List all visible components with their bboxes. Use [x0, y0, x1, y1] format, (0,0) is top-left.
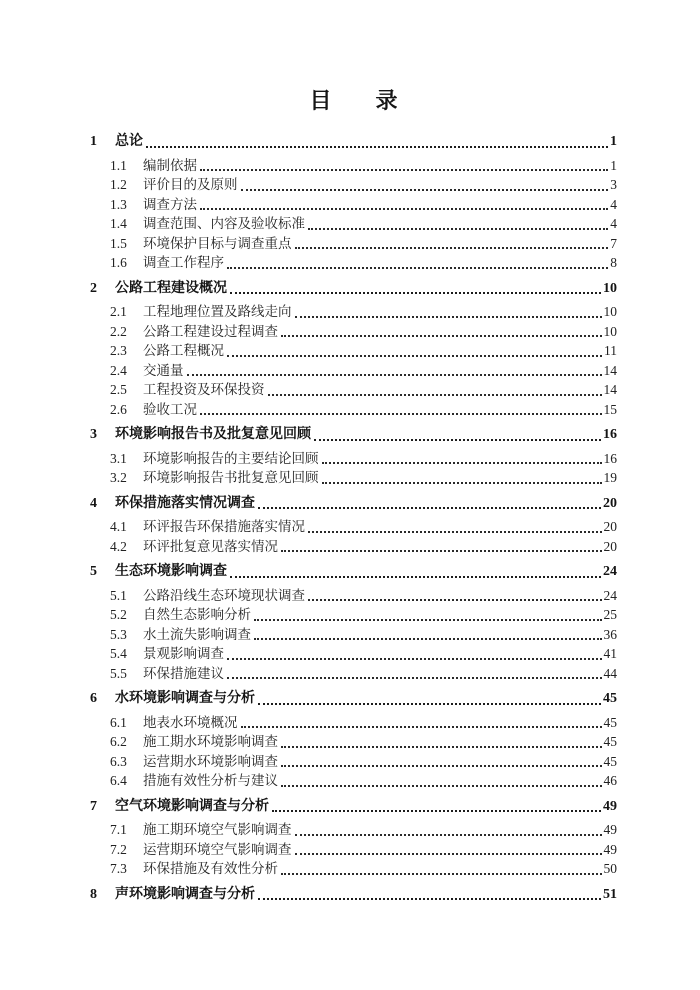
toc-entry	[90, 494, 617, 514]
toc-entry-page: 14	[603, 382, 617, 397]
toc-entry-title: 自然生态影响分析	[143, 607, 251, 622]
toc-entry-number: 1.6	[110, 255, 127, 270]
toc-dot-leader	[322, 482, 602, 484]
toc-dot-leader	[281, 785, 602, 787]
toc-dot-leader	[187, 374, 602, 376]
toc-dot-leader	[200, 208, 608, 210]
toc-dot-leader	[295, 247, 609, 249]
toc-entry	[90, 517, 617, 537]
toc-entry-page: 4	[610, 216, 617, 231]
toc-entry-page: 3	[610, 177, 617, 192]
toc-entry-page: 14	[603, 362, 617, 378]
toc-entry	[90, 195, 617, 215]
toc-entry-page: 11	[604, 343, 617, 358]
toc-dot-leader	[322, 462, 602, 464]
toc-entry-page: 1	[610, 134, 617, 149]
toc-entry-number: 4.1	[110, 519, 127, 534]
toc-entry-page: 45	[603, 734, 617, 749]
toc-entry-number: 5.5	[110, 665, 127, 681]
toc-entry	[90, 820, 617, 840]
toc-entry	[90, 425, 617, 445]
toc-dot-leader	[272, 810, 601, 812]
toc-entry	[90, 605, 617, 625]
toc-title: 目 录	[309, 88, 398, 113]
toc-entry-title: 运营期水环境影响调查	[143, 753, 278, 769]
toc-dot-leader	[281, 746, 602, 748]
toc-entry	[90, 644, 617, 664]
toc-entry-title: 工程地理位置及路线走向	[143, 304, 292, 319]
toc-dot-leader	[258, 703, 601, 705]
toc-entry	[90, 840, 617, 860]
toc-dot-leader	[281, 335, 602, 337]
toc-entry	[90, 625, 617, 645]
toc-entry-page: 46	[603, 773, 617, 788]
toc-entry-number: 7.2	[110, 841, 127, 857]
toc-entry-number: 6.3	[110, 753, 127, 769]
toc-entry	[90, 797, 617, 817]
toc-entry-page: 10	[603, 280, 617, 296]
toc-entry	[90, 175, 617, 195]
toc-entry-number: 1.2	[110, 177, 127, 192]
toc-entry-number: 3	[90, 427, 97, 442]
toc-entry-number: 2.2	[110, 323, 127, 339]
toc-entry-title: 空气环境影响调查与分析	[115, 798, 269, 814]
toc-entry-title: 景观影响调查	[143, 646, 224, 661]
toc-entry-title: 公路沿线生态环境现状调查	[143, 587, 305, 603]
toc-entry-title: 公路工程建设概况	[115, 280, 227, 296]
toc-entry-number: 2.4	[110, 362, 127, 378]
toc-entry	[90, 214, 617, 234]
toc-entry-title: 地表水环境概况	[143, 714, 238, 730]
toc-entry-number: 1	[90, 134, 97, 149]
toc-entry	[90, 156, 617, 176]
toc-entry	[90, 689, 617, 709]
toc-entry	[90, 449, 617, 469]
toc-entry-page: 51	[603, 886, 617, 902]
toc-entry-title: 环评批复意见落实情况	[143, 538, 278, 554]
toc-entry-number: 2	[90, 280, 97, 296]
toc-dot-leader	[227, 658, 602, 660]
toc-entry	[90, 322, 617, 342]
toc-entry-number: 3.2	[110, 470, 127, 485]
toc-dot-leader	[268, 394, 602, 396]
toc-entry	[90, 537, 617, 557]
toc-entry	[90, 380, 617, 400]
toc-entry-number: 5.1	[110, 587, 127, 603]
toc-list	[90, 132, 617, 904]
toc-entry	[90, 361, 617, 381]
toc-entry-page: 41	[603, 646, 617, 661]
toc-entry-page: 49	[603, 822, 617, 837]
toc-entry-number: 8	[90, 886, 97, 902]
toc-entry-number: 7	[90, 798, 97, 814]
toc-dot-leader	[308, 599, 602, 601]
toc-entry	[90, 771, 617, 791]
toc-entry	[90, 664, 617, 684]
toc-entry-number: 5	[90, 564, 97, 579]
toc-entry-number: 5.4	[110, 646, 127, 661]
toc-entry-number: 2.1	[110, 304, 127, 319]
toc-entry-title: 施工期环境空气影响调查	[143, 822, 292, 837]
toc-entry-title: 措施有效性分析与建议	[143, 773, 278, 788]
toc-entry	[90, 400, 617, 420]
toc-entry-number: 5.2	[110, 607, 127, 622]
toc-entry-number: 2.3	[110, 343, 127, 358]
toc-dot-leader	[258, 898, 601, 900]
toc-entry-page: 15	[603, 401, 617, 417]
toc-entry-page: 10	[603, 304, 617, 319]
toc-dot-leader	[281, 550, 602, 552]
toc-entry-number: 6.2	[110, 734, 127, 749]
toc-entry-number: 4	[90, 495, 97, 511]
toc-dot-leader	[200, 169, 608, 171]
toc-entry-title: 总论	[115, 134, 143, 149]
toc-entry-title: 水土流失影响调查	[143, 626, 251, 642]
toc-entry-title: 环保措施建议	[143, 665, 224, 681]
toc-entry-page: 8	[610, 255, 617, 270]
toc-entry-title: 环境保护目标与调查重点	[143, 235, 292, 251]
toc-dot-leader	[227, 355, 602, 357]
toc-entry-title: 工程投资及环保投资	[143, 382, 265, 397]
toc-entry-page: 20	[603, 538, 617, 554]
toc-entry-title: 调查范围、内容及验收标准	[143, 216, 305, 231]
toc-entry	[90, 253, 617, 273]
toc-entry-page: 49	[603, 841, 617, 857]
toc-dot-leader	[308, 531, 602, 533]
toc-entry-title: 公路工程建设过程调查	[143, 323, 278, 339]
toc-dot-leader	[230, 292, 601, 294]
toc-entry-page: 45	[603, 753, 617, 769]
toc-entry	[90, 859, 617, 879]
toc-entry-page: 36	[603, 626, 617, 642]
toc-entry-page: 16	[603, 427, 617, 442]
toc-entry-number: 1.5	[110, 235, 127, 251]
toc-entry-number: 6	[90, 691, 97, 706]
toc-entry	[90, 586, 617, 606]
toc-dot-leader	[295, 853, 602, 855]
toc-entry-page: 24	[603, 564, 617, 579]
toc-entry	[90, 468, 617, 488]
toc-entry-title: 环境影响报告书批复意见回顾	[143, 470, 319, 485]
toc-entry-title: 环境影响报告书及批复意见回顾	[115, 427, 311, 442]
toc-entry-title: 施工期水环境影响调查	[143, 734, 278, 749]
toc-entry-page: 45	[603, 714, 617, 730]
toc-entry	[90, 279, 617, 299]
toc-entry-page: 45	[603, 691, 617, 706]
toc-entry	[90, 885, 617, 905]
toc-entry-page: 10	[603, 323, 617, 339]
toc-dot-leader	[295, 316, 602, 318]
toc-entry-title: 调查方法	[143, 196, 197, 212]
toc-entry-number: 6.1	[110, 714, 127, 730]
toc-dot-leader	[200, 413, 602, 415]
toc-entry-number: 1.3	[110, 196, 127, 212]
toc-entry-number: 3.1	[110, 450, 127, 466]
toc-entry-title: 环境影响报告的主要结论回顾	[143, 450, 319, 466]
toc-dot-leader	[241, 726, 602, 728]
toc-entry-number: 7.1	[110, 822, 127, 837]
toc-dot-leader	[308, 228, 608, 230]
toc-entry-title: 环评报告环保措施落实情况	[143, 519, 305, 534]
toc-entry-number: 5.3	[110, 626, 127, 642]
toc-entry	[90, 341, 617, 361]
toc-entry-number: 1.4	[110, 216, 127, 231]
toc-entry-title: 生态环境影响调查	[115, 564, 227, 579]
toc-entry-page: 44	[603, 665, 617, 681]
toc-entry-page: 4	[610, 196, 617, 212]
toc-dot-leader	[227, 677, 602, 679]
toc-entry-title: 调查工作程序	[143, 255, 224, 270]
toc-entry-title: 环保措施及有效性分析	[143, 861, 278, 876]
toc-entry-title: 声环境影响调查与分析	[115, 886, 255, 902]
toc-entry-page: 7	[610, 235, 617, 251]
toc-entry	[90, 713, 617, 733]
toc-entry-page: 20	[603, 519, 617, 534]
toc-dot-leader	[146, 146, 608, 148]
toc-dot-leader	[241, 189, 609, 191]
toc-entry-page: 20	[603, 495, 617, 511]
toc-entry-title: 验收工况	[143, 401, 197, 417]
toc-entry-number: 4.2	[110, 538, 127, 554]
toc-entry-title: 交通量	[143, 362, 184, 378]
toc-dot-leader	[281, 765, 602, 767]
toc-entry	[90, 132, 617, 152]
toc-entry	[90, 302, 617, 322]
toc-entry	[90, 752, 617, 772]
toc-dot-leader	[314, 439, 601, 441]
toc-entry-page: 19	[603, 470, 617, 485]
toc-entry-number: 7.3	[110, 861, 127, 876]
toc-dot-leader	[227, 267, 608, 269]
toc-entry-page: 49	[603, 798, 617, 814]
toc-entry-title: 编制依据	[143, 157, 197, 173]
toc-entry-page: 25	[603, 607, 617, 622]
toc-entry-number: 2.6	[110, 401, 127, 417]
toc-entry	[90, 562, 617, 582]
toc-entry-number: 2.5	[110, 382, 127, 397]
toc-entry-page: 1	[610, 157, 617, 173]
toc-entry-title: 环保措施落实情况调查	[115, 495, 255, 511]
toc-dot-leader	[230, 576, 601, 578]
toc-dot-leader	[258, 507, 601, 509]
toc-entry-page: 50	[603, 861, 617, 876]
toc-entry	[90, 234, 617, 254]
toc-entry-title: 公路工程概况	[143, 343, 224, 358]
toc-entry-page: 24	[603, 587, 617, 603]
toc-dot-leader	[254, 619, 602, 621]
toc-entry-page: 16	[603, 450, 617, 466]
toc-entry-number: 1.1	[110, 157, 127, 173]
toc-entry-number: 6.4	[110, 773, 127, 788]
toc-entry-title: 评价目的及原则	[143, 177, 238, 192]
toc-dot-leader	[295, 834, 602, 836]
toc-dot-leader	[254, 638, 602, 640]
toc-entry-title: 运营期环境空气影响调查	[143, 841, 292, 857]
toc-dot-leader	[281, 873, 602, 875]
toc-entry-title: 水环境影响调查与分析	[115, 691, 255, 706]
toc-entry	[90, 732, 617, 752]
